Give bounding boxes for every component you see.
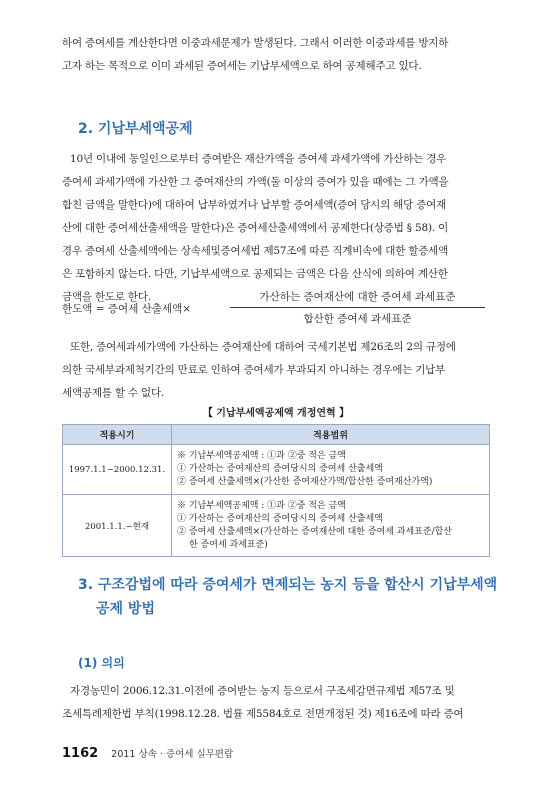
text-line: 증여세 과세가액에 가산한 그 증여재산의 가액(둘 이상의 증여가 있을 때에는 그 가액을	[62, 176, 449, 188]
title-line: 3. 구조감법에 따라 증여세가 면제되는 농지 등을 합산시 기납부세액	[78, 577, 498, 593]
subsection-1-title: (1) 의의	[78, 656, 125, 670]
title-line: 공제 방법	[96, 601, 155, 617]
section-3-title	[78, 573, 497, 621]
header-scope: 적용범위	[172, 425, 490, 445]
period-cell: 2001.1.1.~현재	[63, 495, 172, 557]
text-line: 산에 대한 증여세산출세액을 말한다)은 증여세산출세액에서 공제한다(상증법 § 58). 이	[62, 222, 449, 234]
limit-formula	[62, 288, 490, 332]
scope-line: ② 증여세 산출세액×(가산한 증여재산가액/합산한 증여재산가액)	[177, 477, 433, 487]
section-2-paragraph-1	[62, 148, 490, 309]
period-cell: 1997.1.1~2000.12.31.	[63, 445, 172, 495]
intro-paragraph	[62, 32, 490, 78]
formula-fraction	[230, 288, 485, 328]
text-line: 세액공제를 할 수 없다.	[62, 387, 165, 399]
text-line: 고자 하는 목적으로 이미 과세된 증여세는 기납부세액으로 하여 공제해주고 있다.	[62, 60, 422, 72]
header-period: 적용시기	[63, 425, 172, 445]
scope-line: ※ 기납부세액공제액 : ①과 ②중 적은 금액	[177, 500, 346, 511]
text-line: 자경농민이 2006.12.31.이전에 증여받는 농지 등으로서 구조세감면규제법 제57조 및	[70, 685, 455, 697]
amendment-history-table	[62, 424, 490, 557]
page-footer	[62, 742, 233, 761]
fraction-bar	[230, 307, 485, 308]
scope-line: ※ 기납부세액공제액 : ①과 ②중 적은 금액	[177, 451, 346, 461]
text-line: 10년 이내에 동일인으로부터 증여받은 재산가액을 증여세 과세가액에 가산하는 경우	[70, 153, 447, 165]
text-line: 합친 금액을 말한다)에 대하여 납부하였거나 납부할 증여세액(증여 당시의 해당 증여재	[62, 199, 447, 211]
scope-cell	[172, 495, 490, 557]
formula-denominator: 합산한 증여세 과세표준	[303, 313, 412, 325]
scope-line: ① 가산하는 증여재산의 증여당시의 증여세 산출세액	[177, 513, 383, 524]
scope-cell	[172, 445, 490, 495]
scope-line: ② 증여세 산출세액×(가산하는 증여재산에 대한 증여세 과세표준/합산	[177, 526, 452, 537]
scope-line: 한 증여세 과세표준)	[189, 539, 268, 550]
text-line: 하여 증여세를 계산한다면 이중과세문제가 발생된다. 그래서 이러한 이중과세를 방지하	[62, 37, 449, 49]
table-row	[63, 445, 490, 495]
text-line: 은 포함하지 않는다. 다만, 기납부세액으로 공제되는 금액은 다음 산식에 의하여 계산한	[62, 268, 448, 280]
footer-text: 2011 상속 · 증여세 실무편람	[111, 749, 234, 760]
table-header-row	[63, 425, 490, 445]
text-line: 또한, 증여세과세가액에 가산하는 증여재산에 대하여 국세기본법 제26조의 2의 규정에	[70, 341, 456, 353]
text-line: 조세특례제한법 부칙(1998.12.28. 법률 제5584호로 전면개정된 것) 제16조에 따라 증여	[62, 708, 464, 720]
subsection-1-paragraph	[62, 680, 490, 726]
section-2-title: 2. 기납부세액공제	[78, 121, 193, 137]
text-line: 경우 증여세 산출세액에는 상속세및증여세법 제57조에 따른 직계비속에 대한 할증세액	[62, 245, 449, 257]
section-2-paragraph-2	[62, 336, 490, 405]
text-line: 의한 국세부과제척기간의 만료로 인하여 증여세가 부과되지 아니하는 경우에는 기납부	[62, 364, 446, 376]
page-number: 1162	[62, 746, 99, 761]
text-line: 금액을 한도로 한다.	[62, 291, 151, 303]
scope-line: ① 가산하는 증여재산의 증여당시의 증여세 산출세액	[177, 464, 383, 474]
table-row	[63, 495, 490, 557]
formula-numerator: 가산하는 증여재산에 대한 증여세 과세표준	[259, 291, 456, 303]
table-caption: 【 기납부세액공제액 개정연혁 】	[202, 408, 350, 419]
formula-lhs: 한도액 = 증여세 산출세액×	[62, 303, 192, 315]
